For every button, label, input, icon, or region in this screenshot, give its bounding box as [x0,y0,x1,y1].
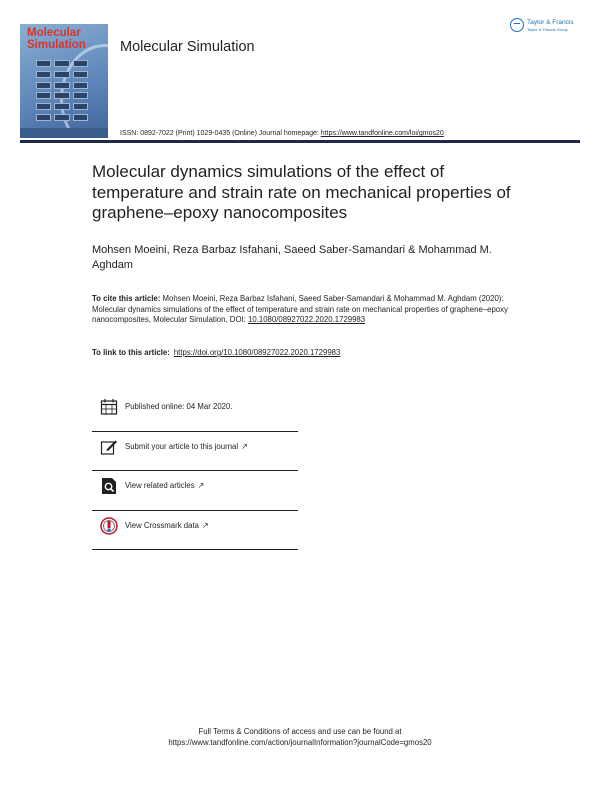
article-actions-list [92,392,298,550]
article-link-label: To link to this article: [92,348,170,357]
publisher-logo[interactable] [510,18,582,36]
header-divider [20,140,580,143]
published-online-row [92,392,298,432]
footer-terms-link[interactable]: https://www.tandfonline.com/action/journalInformation?journalCode=gmos20 [168,738,432,747]
external-link-icon: ↗ [197,481,205,490]
article-link-block [92,348,532,359]
crossmark-row[interactable] [92,511,298,551]
external-link-icon: ↗ [201,520,209,530]
related-articles-link[interactable]: View related articles ↗ [125,481,205,490]
submit-article-row[interactable] [92,432,298,472]
cover-title: Molecular Simulation [27,27,86,51]
article-title: Molecular dynamics simulations of the effect of temperature and strain rate on mechanical properties of graphene–epoxy nanocomposites [92,162,511,222]
publisher-logo-icon [510,18,524,32]
footer [0,726,600,748]
citation-label: To cite this article: [92,294,161,303]
crossmark-link[interactable]: View Crossmark data ↗ [125,520,209,530]
journal-cover-image[interactable] [20,24,108,138]
related-articles-row[interactable] [92,471,298,511]
crossmark-icon [100,517,118,535]
publisher-logo-name: Taylor & Francis [527,19,574,26]
citation-text: Mohsen Moeini, Reza Barbaz Isfahani, Saeed Saber-Samandari & Mohammad M. Aghdam (2020): Molecular dynamics simulations of the effect of temperature and strain rate on mechanical properties of graphene–epoxy nanocomposites, Molecular Simulation, DOI: [92,294,508,324]
edit-icon [100,438,118,456]
published-online-text: Published online: 04 Mar 2020. [125,402,233,411]
related-articles-icon [100,477,118,495]
issn-line [120,130,444,137]
publisher-logo-tagline: Taylor & Francis Group [527,27,568,32]
cover-footer-band [20,128,108,138]
citation-doi-link[interactable]: 10.1080/08927022.2020.1729983 [248,315,366,324]
journal-name: Molecular Simulation [120,39,255,55]
cover-figure-grid [36,60,88,122]
external-link-icon: ↗ [241,441,248,451]
calendar-icon [100,398,118,416]
article-doi-url[interactable]: https://doi.org/10.1080/08927022.2020.1729983 [173,348,341,357]
issn-text: ISSN: 0892-7022 (Print) 1029-0435 (Online) Journal homepage: [120,130,319,137]
article-authors: Mohsen Moeini, Reza Barbaz Isfahani, Saeed Saber-Samandari & Mohammad M. Aghdam [92,244,492,271]
footer-terms-text: Full Terms & Conditions of access and use can be found at [198,727,402,736]
journal-homepage-link[interactable]: https://www.tandfonline.com/loi/gmos20 [320,130,444,137]
submit-article-link[interactable]: Submit your article to this journal ↗ [125,441,248,451]
citation-block [92,294,532,326]
